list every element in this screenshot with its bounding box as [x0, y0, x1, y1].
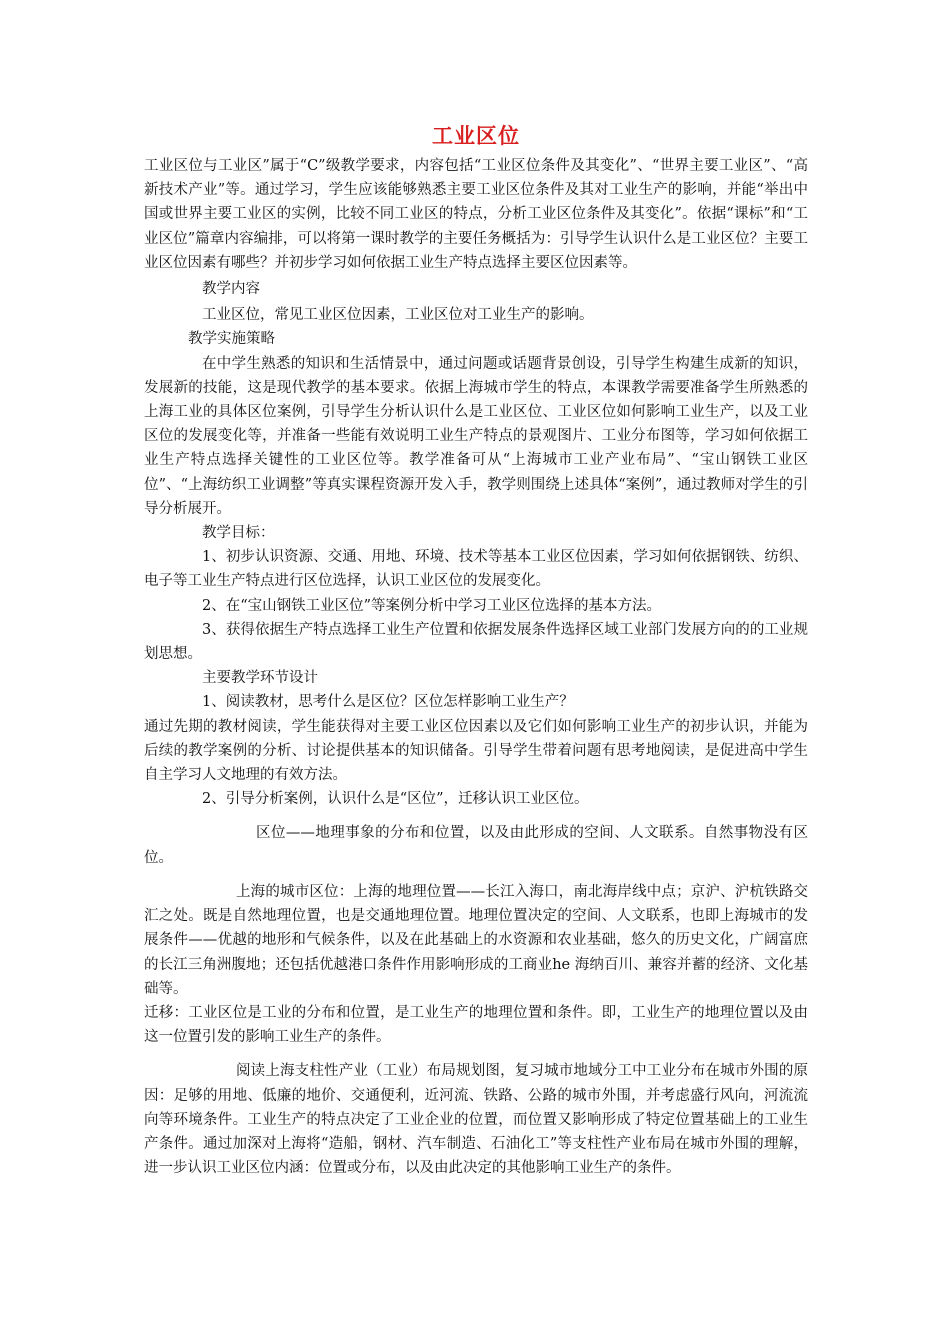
teaching-content-paragraph: 工业区位，常见工业区位因素，工业区位对工业生产的影响。	[202, 307, 594, 324]
transfer-paragraph: 迁移：工业区位是工业的分布和位置，是工业生产的地理位置和条件。即，工业生产的地理位置以及由这一位置引发的影响工业生产的条件。	[144, 1004, 808, 1046]
section-heading-strategy: 教学实施策略	[188, 331, 275, 348]
objective-item-1: 1、初步认识资源、交通、用地、环境、技术等基本工业区位因素，学习如何依据钢铁、纺织、电子等工业生产特点进行区位选择，认识工业区位的发展变化。	[144, 549, 808, 590]
section-heading-design: 主要教学环节设计	[202, 670, 318, 687]
shanghai-industry-paragraph: 阅读上海支柱性产业（工业）布局规划图，复习城市地域分工中工业分布在城市外围的原因：足够的用地、低廉的地价、交通便利，近河流、铁路、公路的城市外围，并考虑盛行风向，河流流向等环境条件。工业生产的特点决定了工业企业的位置，而位置又影响形成了特定位置基础上的工业生产条件。通过加深对上海将“造船，钢材、汽车制造、石油化工”等支柱性产业布局在城市外围的理解，进一步认识工业区位内涵：位置或分布，以及由此决定的其他影响工业生产的条件。	[144, 1063, 808, 1177]
objective-item-2: 2、在“宝山钢铁工业区位”等案例分析中学习工业区位选择的基本方法。	[202, 597, 662, 614]
design-step-1-paragraph: 通过先期的教材阅读，学生能获得对主要工业区位因素以及它们如何影响工业生产的初步认识，并能为后续的教学案例的分析、讨论提供基本的知识储备。引导学生带着问题有思考地阅读，是促进高中学生自主学习人文地理的有效方法。	[144, 718, 808, 784]
intro-paragraph: 工业区位与工业区”属于“C”级教学要求，内容包括“工业区位条件及其变化”、“世界主要工业区”、“高新技术产业”等。通过学习，学生应该能够熟悉主要工业区位条件及其对工业生产的影响，并能“举出中国或世界主要工业区的实例，比较不同工业区的特点，分析工业区位条件及其变化”。依据“课标”和“工业区位”篇章内容编排，可以将第一课时教学的主要任务概括为：引导学生认识什么是工业区位？主要工业区位因素有哪些？并初步学习如何依据工业生产特点选择主要区位因素等。	[144, 158, 808, 271]
location-definition-paragraph: 区位——地理事象的分布和位置，以及由此形成的空间、人文联系。自然事物没有区位。	[144, 825, 808, 866]
document-title: 工业区位	[432, 123, 520, 148]
design-step-1: 1、阅读教材，思考什么是区位？区位怎样影响工业生产？	[202, 694, 574, 711]
section-heading-teaching-content: 教学内容	[202, 281, 260, 298]
design-step-2: 2、引导分析案例，认识什么是“区位”，迁移认识工业区位。	[202, 791, 589, 808]
objective-item-3: 3、获得依据生产特点选择工业生产位置和依据发展条件选择区域工业部门发展方向的的工业规划思想。	[144, 621, 808, 663]
shanghai-location-paragraph: 上海的城市区位：上海的地理位置——长江入海口，南北海岸线中点；京沪、沪杭铁路交汇之处。既是自然地理位置，也是交通地理位置。地理位置决定的空间、人文联系，也即上海城市的发展条件——优越的地形和气候条件，以及在此基础上的水资源和农业基础，悠久的历史文化，广阔富庶的长江三角洲腹地；还包括优越港口条件作用影响形成的工商业he 海纳百川、兼容并蓄的经济、文化基础等。	[144, 883, 808, 997]
strategy-paragraph: 在中学生熟悉的知识和生活情景中，通过问题或话题背景创设，引导学生构建生成新的知识，发展新的技能，这是现代教学的基本要求。依据上海城市学生的特点，本课教学需要准备学生所熟悉的上海工业的具体区位案例，引导学生分析认识什么是工业区位、工业区位如何影响工业生产，以及工业区位的发展变化等，并准备一些能有效说明工业生产特点的景观图片、工业分布图等，学习如何依据工业生产特点选择关键性的工业区位等。教学准备可从“上海城市工业产业布局”、“宝山钢铁工业区位”、“上海纺织工业调整”等真实课程资源开发入手，教学则围绕上述具体“案例”，通过教师对学生的引导分析展开。	[144, 355, 808, 517]
section-heading-objectives: 教学目标：	[202, 525, 275, 542]
document-page	[144, 120, 808, 1180]
